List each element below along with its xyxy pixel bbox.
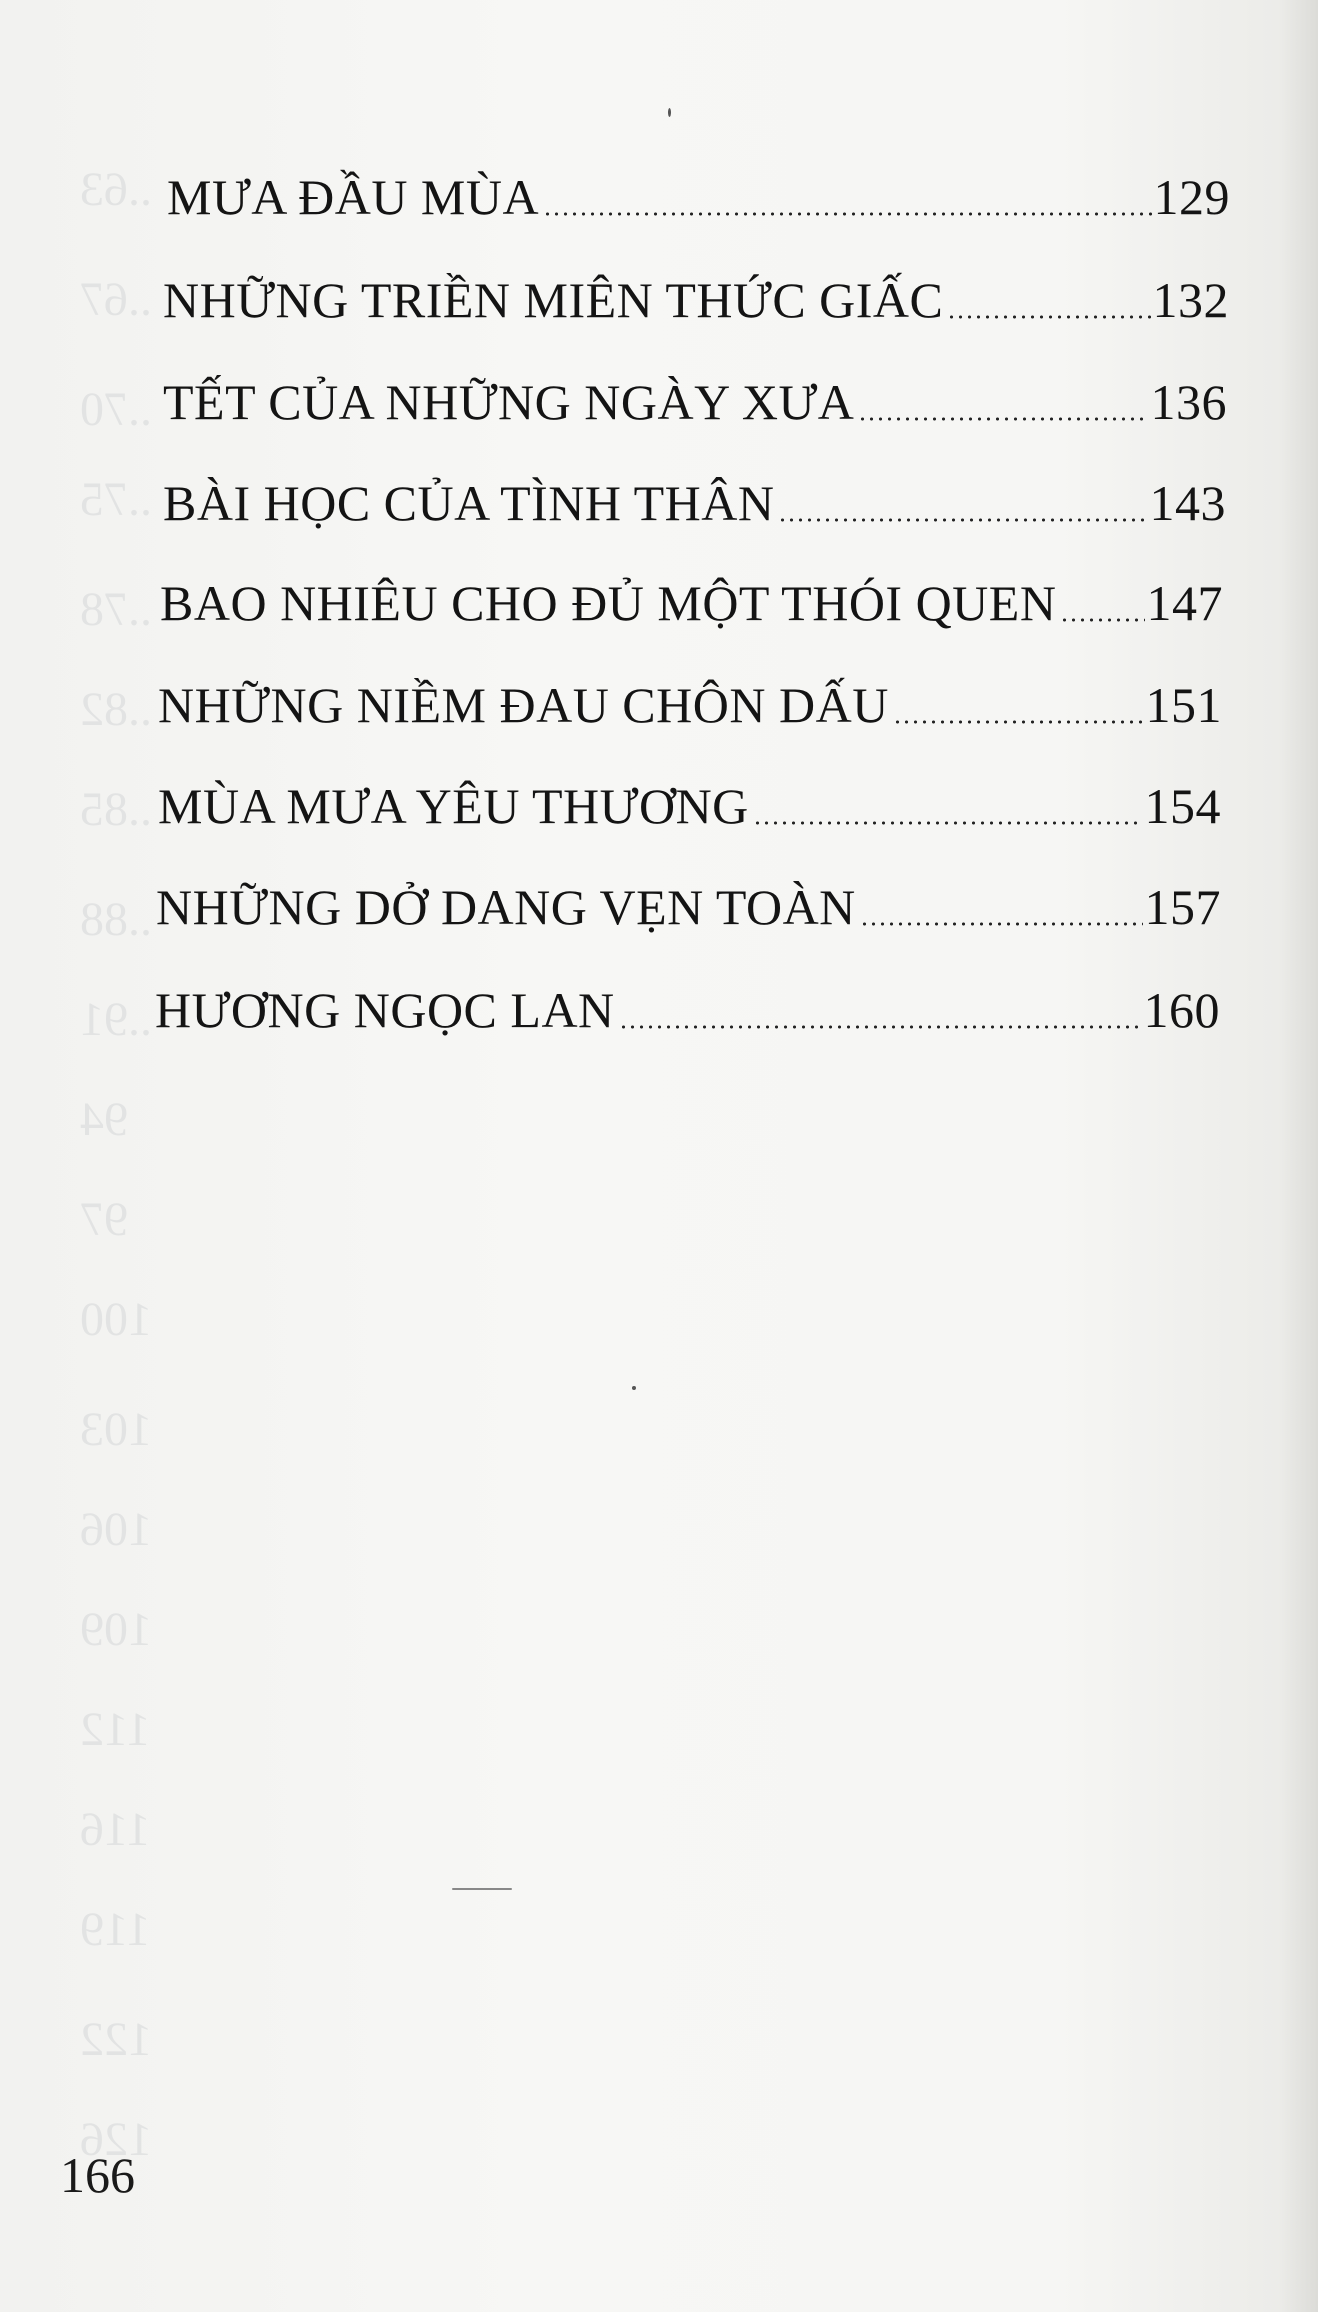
dot-leader <box>858 417 1148 421</box>
show-through-decoration: 103 <box>80 1403 152 1456</box>
show-through-decoration: ..88 <box>80 893 152 946</box>
show-through-decoration: 122 <box>80 2013 152 2066</box>
show-through-decoration: 109 <box>80 1603 152 1656</box>
toc-entry-page: 132 <box>1152 272 1229 328</box>
toc-entry-page: 147 <box>1146 575 1223 631</box>
show-through-decoration: 106 <box>80 1503 152 1556</box>
toc-entry-page: 157 <box>1144 879 1221 935</box>
show-through-decoration: 94 <box>80 1093 128 1146</box>
toc-entry-title: NHỮNG TRIỀN MIÊN THỨC GIẤC <box>163 272 944 328</box>
show-through-decoration: 97 <box>80 1193 128 1246</box>
toc-entry-title: TẾT CỦA NHỮNG NGÀY XƯA <box>163 374 855 430</box>
toc-entry[interactable] <box>163 468 1226 538</box>
toc-entry[interactable] <box>156 872 1221 942</box>
toc-entry[interactable] <box>163 367 1227 437</box>
toc-entry-title: HƯƠNG NGỌC LAN <box>155 982 615 1038</box>
toc-entry[interactable] <box>167 162 1230 232</box>
toc-entry-page: 129 <box>1153 169 1230 225</box>
show-through-decoration: ..85 <box>80 783 152 836</box>
toc-entry[interactable] <box>160 568 1223 638</box>
toc-entry[interactable] <box>163 265 1229 335</box>
show-through-decoration: ..75 <box>80 473 152 526</box>
toc-entry-title: BÀI HỌC CỦA TÌNH THÂN <box>163 475 775 531</box>
toc-entry-title: MÙA MƯA YÊU THƯƠNG <box>158 778 749 834</box>
toc-entry-title: MƯA ĐẦU MÙA <box>167 169 540 225</box>
dot-leader <box>947 315 1150 319</box>
show-through-decoration: 100 <box>80 1293 152 1346</box>
toc-entry-page: 154 <box>1144 778 1221 834</box>
toc-entry-title: BAO NHIÊU CHO ĐỦ MỘT THÓI QUEN <box>160 575 1057 631</box>
toc-entry-page: 151 <box>1145 677 1222 733</box>
page-number: 166 <box>60 2147 135 2203</box>
toc-entry[interactable] <box>158 670 1222 740</box>
dot-leader <box>753 821 1143 825</box>
toc-entry-title: NHỮNG DỞ DANG VẸN TOÀN <box>156 879 856 935</box>
show-through-decoration: 126 <box>80 2113 152 2166</box>
dot-leader <box>543 212 1151 216</box>
toc-entry[interactable] <box>155 975 1220 1045</box>
show-through-decoration: 119 <box>80 1903 151 1956</box>
show-through-decoration: ..63 <box>80 163 152 216</box>
show-through-decoration: ..67 <box>80 273 152 326</box>
dot-leader <box>860 922 1143 926</box>
show-through-decoration: 116 <box>80 1803 151 1856</box>
dot-leader <box>893 720 1144 724</box>
toc-entry-title: NHỮNG NIỀM ĐAU CHÔN DẤU <box>158 677 889 733</box>
show-through-decoration: ..78 <box>80 583 152 636</box>
toc-entry-page: 136 <box>1150 374 1227 430</box>
show-through-decoration: 112 <box>80 1703 151 1756</box>
toc-entry[interactable] <box>158 771 1221 841</box>
toc-entry-page: 160 <box>1143 982 1220 1038</box>
toc-entry-page: 143 <box>1149 475 1226 531</box>
dot-leader <box>619 1025 1142 1029</box>
show-through-decoration: ..82 <box>80 683 152 736</box>
show-through-decoration: ..70 <box>80 383 152 436</box>
show-through-decoration: ..91 <box>80 993 152 1046</box>
dot-leader <box>1060 618 1144 622</box>
dot-leader <box>778 518 1147 522</box>
